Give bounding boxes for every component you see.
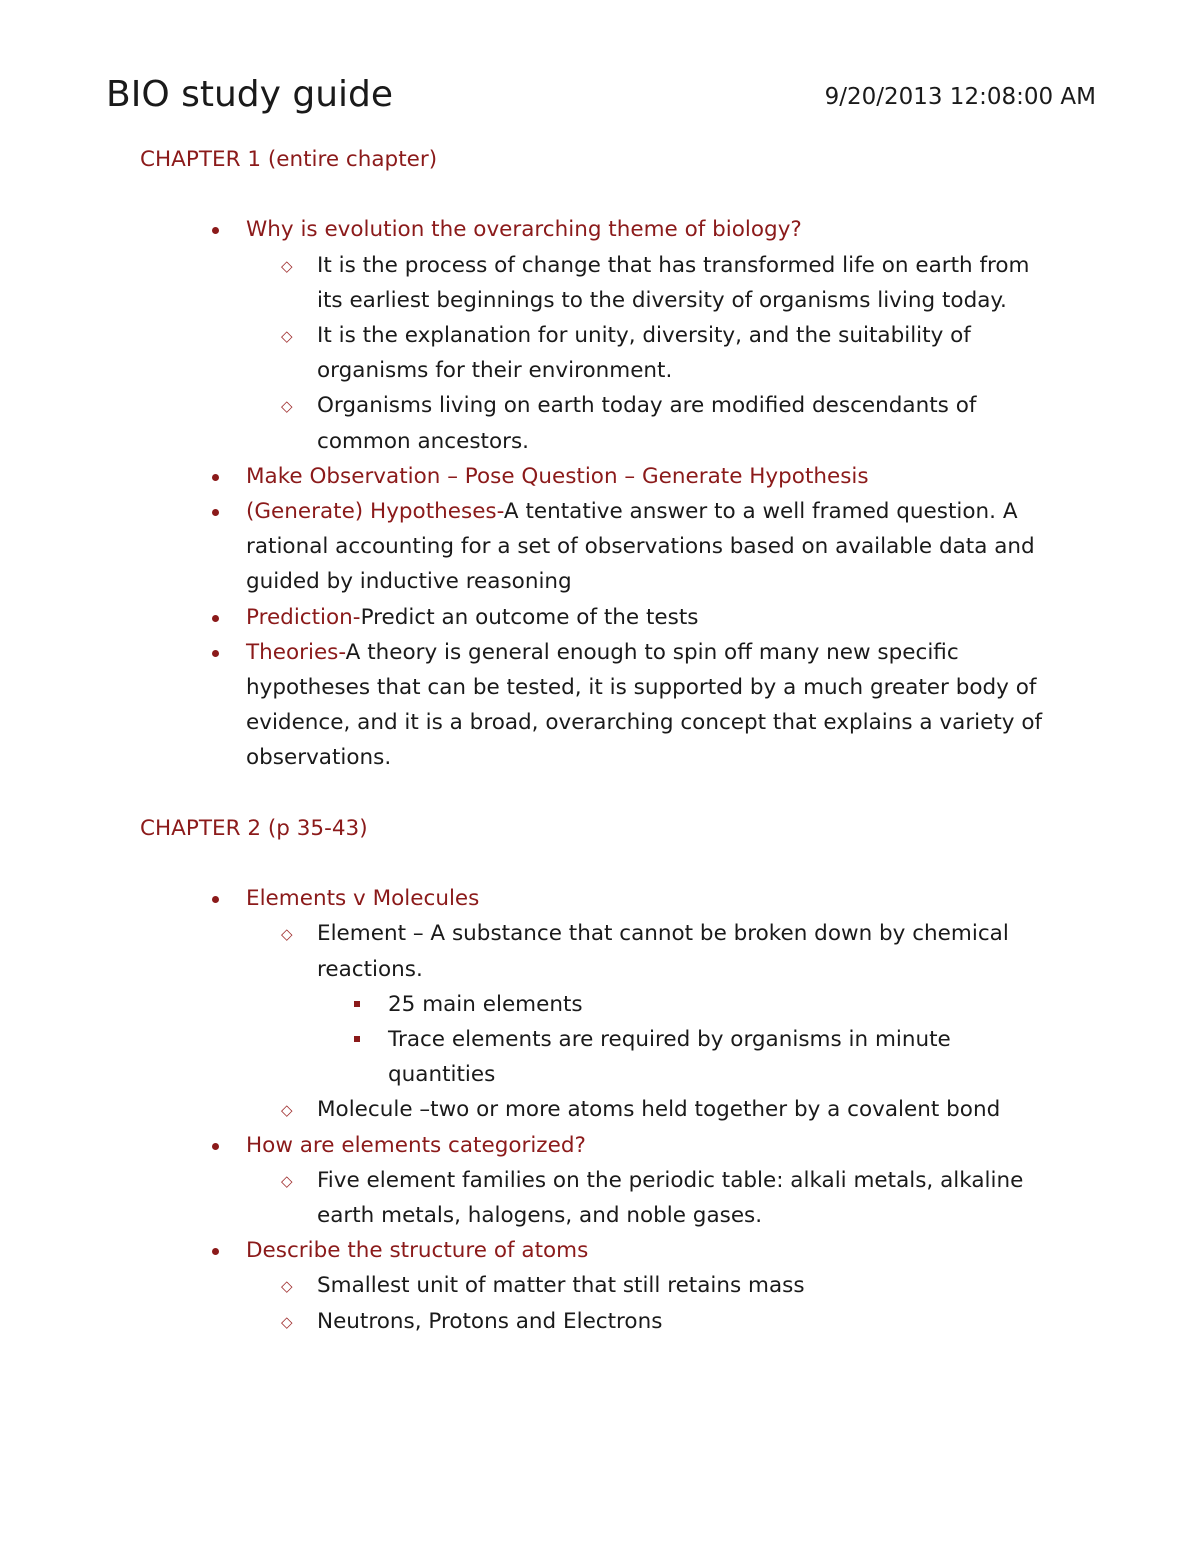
sub-item <box>140 318 1060 388</box>
sub-item <box>140 1268 1060 1303</box>
sub-item <box>140 1163 1060 1233</box>
list-item-method <box>140 459 1060 494</box>
sub-item <box>140 1304 1060 1339</box>
definition-theories: A theory is general enough to spin off many new specific hypotheses that can be tested, it is supported by a much greater body of evidence, and it is a broad, overarching concept that explains a variety of observations. <box>246 639 1043 771</box>
document-header <box>106 72 1096 122</box>
sub-item-text: Neutrons, Protons and Electrons <box>317 1308 663 1334</box>
term-prediction: Prediction- <box>246 604 361 630</box>
bullet-icon <box>212 509 219 516</box>
list-item-categorized <box>140 1128 1060 1163</box>
document-timestamp: 9/20/2013 12:08:00 AM <box>824 84 1096 110</box>
list-item-prediction <box>140 600 1060 635</box>
sub-item <box>140 388 1060 458</box>
chapter-2-list <box>140 881 1060 1339</box>
sub-item-text: Organisms living on earth today are modified descendants of common ancestors. <box>317 393 977 454</box>
list-item-atoms <box>140 1233 1060 1268</box>
bullet-icon <box>212 615 219 622</box>
hollow-diamond-bullet-icon: ◇ <box>281 397 293 416</box>
method-steps: Make Observation – Pose Question – Generate Hypothesis <box>246 463 869 489</box>
sub-item <box>140 1092 1060 1127</box>
sub-item-text: Molecule –two or more atoms held together by a covalent bond <box>317 1097 1001 1123</box>
hollow-diamond-bullet-icon: ◇ <box>281 925 293 944</box>
bullet-icon <box>212 227 219 234</box>
sub-item-text: It is the explanation for unity, diversity, and the suitability of organisms for their environment. <box>317 322 971 384</box>
question-atoms: Describe the structure of atoms <box>246 1238 589 1264</box>
chapter-1-list <box>140 212 1060 775</box>
definition-hypotheses: A tentative answer to a well framed question. A rational accounting for a set of observations based on available data and guided by inductive reasoning <box>246 499 1035 595</box>
hollow-diamond-bullet-icon: ◇ <box>281 1277 293 1296</box>
sub-sub-item-text: Trace elements are required by organisms in minute quantities <box>388 1027 951 1088</box>
sub-sub-item-text: 25 main elements <box>388 991 583 1017</box>
square-bullet-icon <box>354 1001 360 1007</box>
document-body <box>140 142 1060 1339</box>
chapter-2-heading: CHAPTER 2 (p 35-43) <box>140 815 368 841</box>
bullet-icon <box>212 474 219 481</box>
sub-item-text: Smallest unit of matter that still retains mass <box>317 1273 805 1299</box>
sub-item-text: Five element families on the periodic table: alkali metals, alkaline earth metals, halogens, and noble gases. <box>317 1167 1024 1229</box>
document-title: BIO study guide <box>106 74 394 115</box>
question-categorized: How are elements categorized? <box>246 1132 586 1158</box>
sub-sub-item <box>140 987 1060 1022</box>
term-theories: Theories- <box>246 639 346 665</box>
bullet-icon <box>212 896 219 903</box>
hollow-diamond-bullet-icon: ◇ <box>281 1171 293 1190</box>
bullet-icon <box>212 650 219 657</box>
square-bullet-icon <box>354 1036 360 1042</box>
list-item-elements <box>140 881 1060 916</box>
term-elements-v-molecules: Elements v Molecules <box>246 886 480 912</box>
bullet-icon <box>212 1248 219 1255</box>
hollow-diamond-bullet-icon: ◇ <box>281 1312 293 1331</box>
hollow-diamond-bullet-icon: ◇ <box>281 256 293 275</box>
sub-item-text: Element – A substance that cannot be broken down by chemical reactions. <box>317 921 1009 982</box>
chapter-1-heading: CHAPTER 1 (entire chapter) <box>140 147 438 172</box>
sub-item <box>140 248 1060 318</box>
term-hypotheses: (Generate) Hypotheses- <box>246 499 504 524</box>
hollow-diamond-bullet-icon: ◇ <box>281 1101 293 1120</box>
sub-item-text: It is the process of change that has transformed life on earth from its earliest beginnings to the diversity of organisms living today. <box>317 252 1030 313</box>
list-item-theories <box>140 635 1060 776</box>
question-evolution: Why is evolution the overarching theme of biology? <box>246 217 802 243</box>
sub-sub-item <box>140 1022 1060 1092</box>
list-item-hypotheses <box>140 494 1060 600</box>
bullet-icon <box>212 1143 219 1150</box>
hollow-diamond-bullet-icon: ◇ <box>281 326 293 345</box>
sub-item <box>140 916 1060 986</box>
definition-prediction: Predict an outcome of the tests <box>360 604 699 630</box>
list-item-evolution <box>140 212 1060 247</box>
